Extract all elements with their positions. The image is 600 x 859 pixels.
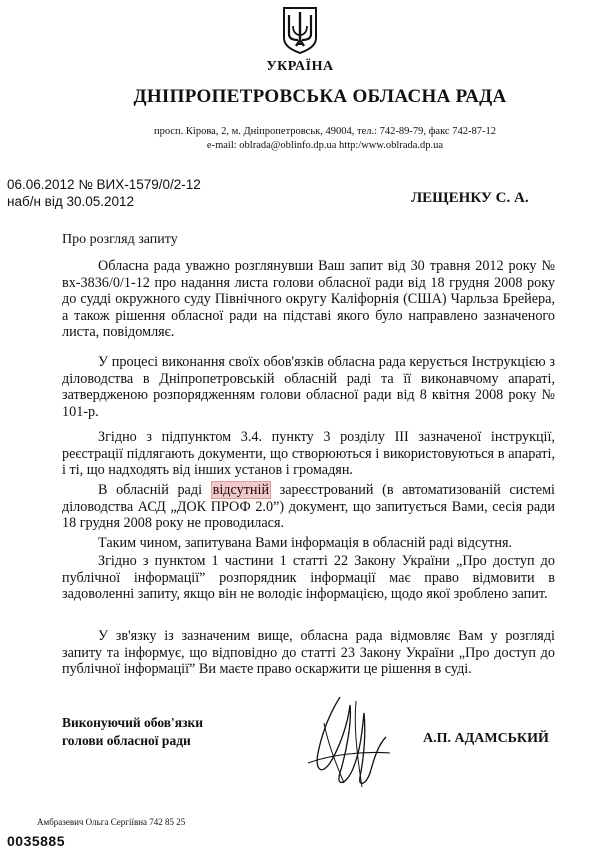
- paragraph-refusal: [62, 628, 555, 678]
- highlighted-word: відсутній: [212, 482, 270, 498]
- paragraph-text: Згідно з пунктом 1 частини 1 статті 22 Закону України „Про доступ до публічної інформації” розпорядник інформації має право відмовити в задоволенні запиту, якщо він не володіє інформацією, щодо якої зроблено запит.: [62, 553, 555, 603]
- paragraph-text: Згідно з підпунктом 3.4. пункту 3 розділу ІІІ зазначеної інструкції, реєстрації підлягають документи, що створюються і використовуються в апараті, і ті, що надходять від інших установ і громадян.: [62, 429, 555, 479]
- signatory-title: [62, 714, 203, 750]
- paragraph-registration: [62, 429, 555, 479]
- subject-line: Про розгляд запиту: [62, 232, 178, 247]
- paragraph-conclusion: [62, 535, 555, 552]
- handwritten-signature-icon: [300, 693, 395, 791]
- paragraph-absent-document: [62, 482, 555, 532]
- executor-info: Амбразевич Ольга Сергіївна 742 85 25: [37, 817, 186, 827]
- signatory-name: А.П. АДАМСЬКИЙ: [423, 731, 549, 746]
- council-name: ДНІПРОПЕТРОВСЬКА ОБЛАСНА РАДА: [133, 86, 507, 107]
- paragraph-request: [62, 258, 555, 341]
- paragraph-text: Таким чином, запитувана Вами інформація в обласній раді відсутня.: [98, 535, 513, 551]
- document-serial-number: 0035885: [7, 833, 66, 849]
- signatory-title-line: голови обласної ради: [62, 733, 191, 748]
- paragraph-instruction: [62, 354, 555, 420]
- reference-line: наб/н від 30.05.2012: [7, 194, 135, 209]
- trident-emblem-icon: [282, 6, 318, 54]
- paragraph-text: В обласній раді: [98, 482, 211, 498]
- council-contacts: e-mail: oblrada@oblinfo.dp.ua http:/www.oblrada.dp.ua: [206, 140, 444, 151]
- signatory-title-line: Виконуючий обов'язки: [62, 715, 204, 730]
- paragraph-text: У процесі виконання своїх обов'язків обласна рада керується Інструкцією з діловодства в Дніпропетровській обласній раді та її виконавчому апараті, затвердженою розпорядженням голови обласної ради від 8 квітня 2008 року № 101-р.: [62, 354, 555, 420]
- council-address: просп. Кірова, 2, м. Дніпропетровськ, 49004, тел.: 742-89-79, факс 742-87-12: [154, 126, 496, 137]
- outgoing-date-number: 06.06.2012 № ВИХ-1579/0/2-12: [7, 177, 201, 192]
- recipient: ЛЕЩЕНКУ С. А.: [411, 190, 529, 206]
- paragraph-text: Обласна рада уважно розглянувши Ваш запит від 30 травня 2012 року № вх-3836/0/1-12 про надання листа голови обласної ради від 18 грудня 2008 року до судді окружного суду Північного округу Каліфорнія (США) Чарльза Брейера, а також рішення обласної ради на підставі якого було направлено зазначеного листа, повідомляє.: [62, 258, 555, 341]
- paragraph-text: зареєстрований (в автоматизованій системі діловодства АСД „ДОК ПРОФ 2.0”) документ, що запитується Вами, сесія ради 18 грудня 2008 року не проводилася.: [62, 482, 555, 532]
- paragraph-law-article-22: [62, 553, 555, 603]
- country-name: УКРАЇНА: [266, 59, 334, 74]
- paragraph-text: У зв'язку із зазначеним вище, обласна рада відмовляє Вам у розгляді запиту та інформує, що відповідно до статті 23 Закону України „Про доступ до публічної інформації” Ви маєте право оскаржити це рішення в суді.: [62, 628, 555, 678]
